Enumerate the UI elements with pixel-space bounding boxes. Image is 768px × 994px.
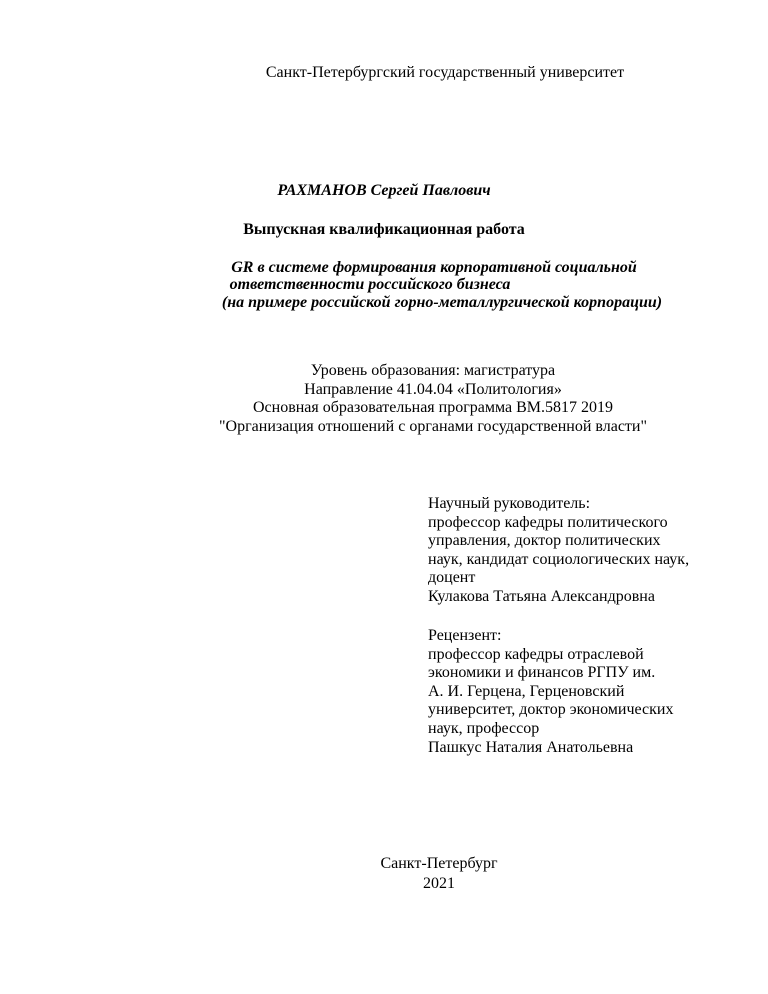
university-name: Санкт-Петербургский государственный университет [265, 64, 625, 81]
supervisor-line: доцент [428, 569, 476, 587]
education-level: Уровень образования: магистратура [310, 362, 556, 379]
education-program: Основная образовательная программа ВМ.5817 2019 [252, 399, 614, 416]
thesis-title-line-2: ответственности российского бизнеса [229, 276, 511, 293]
author-name: РАХМАНОВ Сергей Павлович [277, 182, 491, 199]
reviewer-line: профессор кафедры отраслевой [428, 645, 644, 663]
reviewer-line: А. И. Герцена, Герценовский [428, 682, 625, 700]
education-program-name: "Организация отношений с органами государственной власти" [219, 418, 647, 435]
footer-city: Санкт-Петербург [380, 855, 498, 872]
reviewer-heading: Рецензент: [428, 627, 502, 644]
reviewer-name: Пашкус Наталия Анатольевна [428, 738, 634, 756]
supervisor-line: управления, доктор политических [428, 532, 661, 550]
footer-year: 2021 [423, 875, 455, 892]
education-direction: Направление 41.04.04 «Политология» [304, 381, 562, 398]
supervisor-heading: Научный руководитель: [428, 495, 591, 512]
thesis-title-line-1: GR в системе формирования корпоративной социальной [231, 259, 637, 276]
supervisor-line: профессор кафедры политического [428, 513, 668, 531]
document-type: Выпускная квалификационная работа [243, 221, 525, 238]
thesis-title-line-3: (на примере российской горно-металлургической корпорации) [221, 294, 663, 311]
reviewer-line: наук, профессор [428, 719, 540, 737]
supervisor-block [428, 495, 689, 607]
supervisor-line: наук, кандидат социологических наук, [428, 550, 690, 568]
reviewer-block [428, 627, 673, 757]
reviewer-line: экономики и финансов РГПУ им. [428, 664, 656, 682]
reviewer-line: университет, доктор экономических [428, 701, 674, 719]
supervisor-name: Кулакова Татьяна Александровна [428, 587, 655, 605]
